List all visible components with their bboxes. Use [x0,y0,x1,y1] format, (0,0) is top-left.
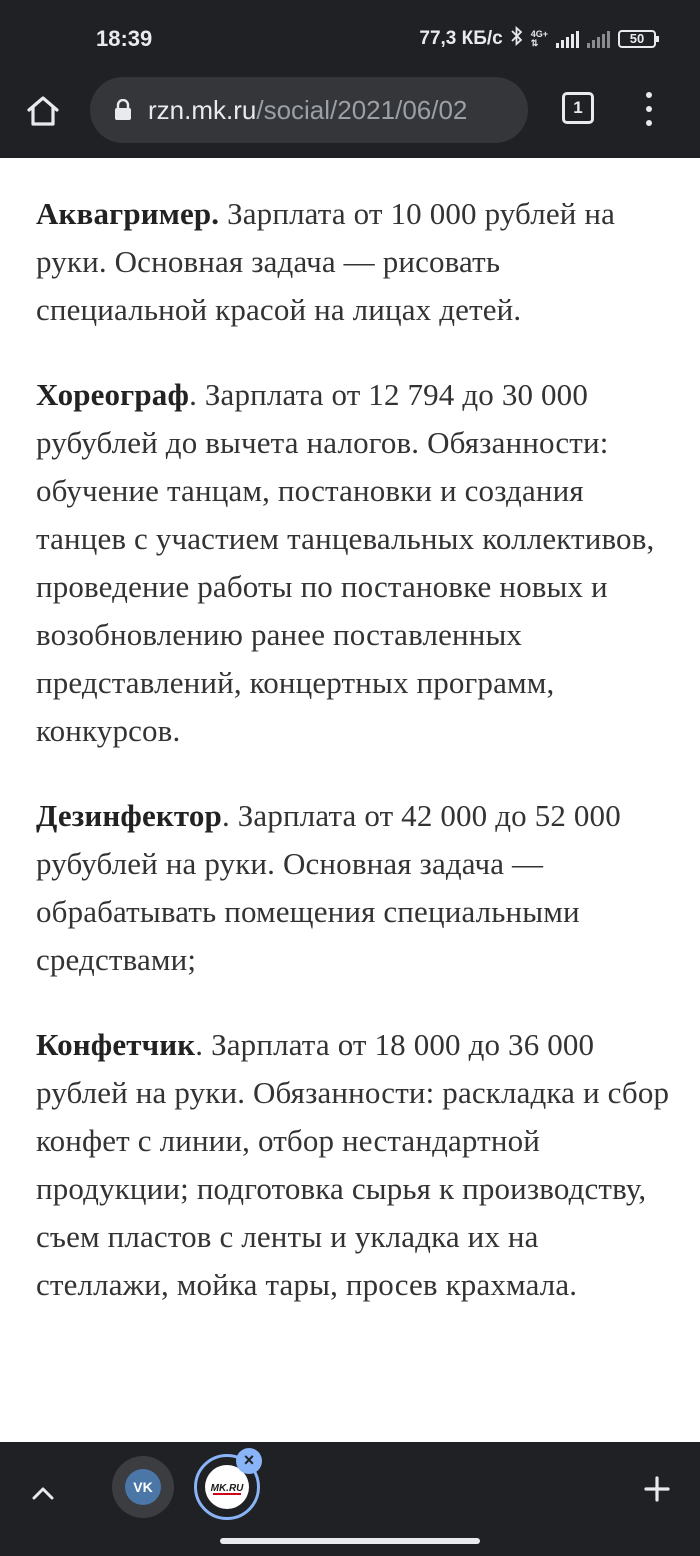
job-description: Зарплата от 10 000 рублей на руки. Основная задача — рисовать специальной красой на лицах детей. [36,196,616,327]
network-speed: 77,3 КБ/с [419,27,503,49]
lock-icon [114,99,132,126]
chevron-up-icon [31,1485,55,1501]
signal-icon [556,30,579,48]
article-paragraph [36,792,676,984]
gesture-bar [220,1538,480,1544]
network-type [531,30,548,48]
new-tab-button[interactable] [636,1468,678,1510]
job-title: Дезинфектор [36,798,222,833]
close-tab-icon[interactable]: × [236,1448,262,1474]
job-title: Конфетчик [36,1027,196,1062]
url-path: /social/2021/06/02 [256,95,468,125]
network-type-label: 4G+ [530,28,548,39]
article-paragraph [36,371,676,755]
job-description: . Зарплата от 12 794 до 30 000 рубублей до вычета налогов. Обязанности: обучение танцам, постановки и создания танцев с участием танцевальных коллективов, проведение работы по постановке новых и возобновлению ранее поставленных представлений, концертных программ, конкурсов. [36,377,655,748]
status-time: 18:39 [96,26,153,51]
browser-toolbar [0,72,700,158]
plus-icon [643,1475,671,1503]
address-bar[interactable] [90,77,528,143]
article-paragraph [36,1021,676,1309]
tab-vk[interactable] [112,1456,174,1518]
tabs-icon[interactable]: 1 [562,92,594,124]
signal-icon-secondary [587,30,610,48]
network-activity: ⇅ [530,37,539,48]
expand-tabs-button[interactable] [22,1472,64,1514]
home-icon [26,95,60,127]
url-host: rzn.mk.ru [148,95,257,125]
bluetooth-icon [511,26,523,51]
article-paragraph [36,190,676,334]
job-title: Хореограф [36,377,190,412]
home-button[interactable] [20,88,66,134]
status-indicators [419,26,656,51]
bottom-tab-bar [0,1442,700,1556]
svg-text:MK.RU: MK.RU [210,1483,244,1494]
url-text [148,95,467,126]
battery-icon: 50 [618,30,656,48]
job-description: . Зарплата от 42 000 до 52 000 рубублей на руки. Основная задача — обрабатывать помещения специальными средствами; [36,798,621,977]
job-title: Аквагример. [36,196,220,231]
job-description: . Зарплата от 18 000 до 36 000 рублей на руки. Обязанности: раскладка и сбор конфет с линии, отбор нестандартной продукции; подготовка сырья к производству, съем пластов с ленты и укладка их на стеллажи, мойка тары, просев крахмала. [36,1027,670,1302]
status-bar [0,0,700,72]
more-vert-icon[interactable] [636,88,662,130]
vk-logo: VK [125,1469,161,1505]
article-body [36,190,676,1346]
